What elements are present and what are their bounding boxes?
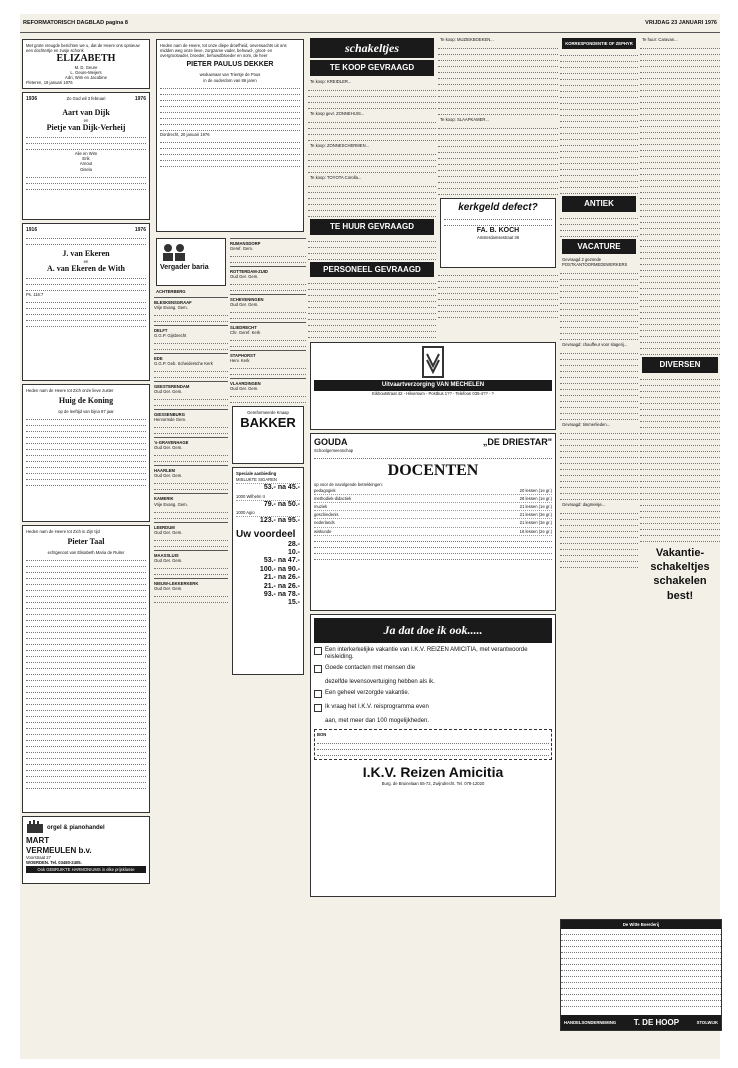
church-name: DELFT — [154, 328, 168, 334]
spec-label: 1000 Agio — [236, 510, 255, 516]
kerk-columns — [154, 235, 306, 678]
church-item — [154, 493, 228, 518]
church-sub: Vrije Evang. Gem. — [154, 501, 188, 507]
anniversary-notice-2 — [22, 223, 150, 381]
handel-label: HANDELSONDERNEMING — [564, 1020, 617, 1025]
amicitia-point — [314, 690, 552, 700]
orgel-name2: VERMEULEN b.v. — [26, 845, 92, 855]
amicitia-point-text: Een interkerkelijke vakantie van I.K.V. REIZEN AMICITIA, met verantwoorde reisleiding. — [325, 646, 528, 660]
diversen-header: DIVERSEN — [642, 357, 718, 373]
anniv-kid-4: Gisela — [80, 166, 92, 172]
anniv-end-year: 1976 — [134, 96, 146, 103]
anniv-name-2: Pietje van Dijk-Verheij — [46, 122, 126, 132]
birth-date: Fleteren, 19 januari 1976 — [26, 80, 73, 86]
schakeltjes-area — [308, 36, 558, 339]
driestar-city: GOUDA — [314, 437, 348, 448]
death2-name: Pieter Taal — [67, 537, 105, 547]
ad-text: Te huur: Caravan... — [642, 37, 678, 42]
death2-intro: Heden nam de Heere tot Zich in Zijn tijd — [26, 529, 100, 535]
church-name: GIESSENBURG — [154, 412, 185, 418]
column-4 — [560, 36, 638, 1056]
anniv2-and: en — [83, 258, 89, 264]
docent-value: 16 lessen (2e gr.) — [519, 528, 552, 534]
church-item — [154, 297, 228, 322]
orgel-name1: MART — [26, 836, 50, 846]
church-item — [154, 465, 228, 490]
church-item — [154, 409, 228, 434]
antiek-header: ANTIEK — [562, 196, 636, 212]
docent-value: 21 lessen (3e gr.) — [519, 520, 552, 526]
church-name: ROTTERDAM-ZUID — [230, 269, 268, 275]
church-sub: Oud Ger. Gem. — [230, 386, 259, 392]
kerkgeld-address: Amsterdamsestraat 36 — [476, 235, 520, 241]
vakantie-schakeltjes-promo: Vakantie- schakeltjes schakelen best! — [650, 546, 710, 602]
church-item — [230, 350, 306, 375]
orgel-cta: Ook GEBRUIKTE HARMONIUMS in elke prijsklasse — [26, 866, 146, 873]
docent-value: 21 lessen (1e gr.) — [519, 504, 552, 510]
church-name: LEERDUM — [154, 524, 175, 530]
death1-intro: Heden nam de Heere tot Zich onze lieve zuster — [26, 388, 114, 394]
church-name: HAARLEM — [154, 468, 175, 474]
kerk-title: ACHTERBERG — [156, 289, 186, 294]
church-sub: G.G.P. Gijsbrecht — [154, 333, 187, 339]
vacature-header: VACATURE — [562, 239, 636, 255]
price-5: 21.- na 26.- — [263, 574, 300, 582]
anniv2-name-1: J. van Ekeren — [62, 249, 110, 259]
price-4: 100.- na 90.- — [259, 565, 300, 573]
dekker-age: in de ouderdom van 86 jaren — [203, 77, 257, 83]
ad-text: Gevraagd: dagmeisje... — [562, 502, 606, 508]
church-sub: G.G.P. Geb. Scheidersche Kerk — [154, 361, 213, 367]
mechelen-ad — [310, 342, 556, 430]
spec-price: 79.- na 50.- — [263, 500, 300, 508]
church-item — [154, 522, 228, 547]
amicitia-point-text: Ik vraag het I.K.V. reisprogramma even — [325, 704, 429, 711]
amicitia-point — [314, 704, 552, 714]
driestar-header — [314, 437, 552, 448]
page-header — [20, 14, 720, 33]
amicitia-address: Burg. de Bruinelaan 55-72, Zwijndrecht. Tel. 078-12020 — [381, 781, 485, 787]
church-sub: Oud Ger. Gem. — [154, 557, 183, 563]
amicitia-title: Ja dat doe ik ook..... — [314, 618, 552, 642]
church-item — [230, 322, 306, 347]
schakeltjes-col-b — [438, 36, 558, 339]
schakeltjes-title: schakeltjes — [310, 38, 434, 58]
church-item — [230, 238, 306, 263]
kerkgeld-ad — [440, 198, 556, 268]
checkbox-icon[interactable] — [314, 665, 322, 675]
ad-text: Te koop: ZONNESCHERMEN... — [310, 143, 370, 149]
church-sub: Oud Ger. Gem. — [154, 445, 183, 451]
coupon-label: BON — [317, 732, 327, 738]
church-sub: Oud Ger. Gem. — [154, 529, 183, 535]
death2-text: echtgenoot van Elisabeth Maria de Ruiter — [47, 549, 125, 555]
ad-text: Gevraagd: chauffeur voor slagerij... — [562, 342, 628, 348]
ad-text: Te koop: SLAAPKAMER... — [440, 117, 489, 123]
price-2: 10.- — [287, 549, 300, 557]
price-8: 15.- — [287, 599, 300, 607]
price-1: 28.- — [287, 540, 300, 548]
church-name: EDE — [154, 356, 163, 362]
spec-price: 53.- na 45.- — [263, 484, 300, 492]
amicitia-points — [314, 647, 552, 726]
amicitia-point-text: aan, met meer dan 100 mogelijkheden. — [325, 718, 430, 725]
column-1 — [20, 36, 152, 1056]
church-sub: Oud Ger. Gem. — [154, 585, 183, 591]
vergader-ad — [156, 238, 226, 286]
vergader-title: Vergader baria — [160, 264, 209, 271]
personeel-header: PERSONEEL GEVRAAGD — [310, 262, 434, 278]
birth-intro: Met grote vreugde berichten we u, dat de Heere ons opnieuw een dochtertje en zusje schonk — [26, 43, 140, 54]
checkbox-icon[interactable] — [314, 647, 322, 657]
handel-name: T. DE HOOP — [633, 1018, 680, 1027]
anniv-kid-1: Alie en Wim — [74, 151, 98, 157]
church-name: MAASSLUIS — [154, 552, 179, 558]
docent-line — [314, 528, 552, 536]
checkbox-icon[interactable] — [314, 690, 322, 700]
spec-item — [236, 476, 300, 484]
anniv-start-year: 1936 — [26, 96, 38, 103]
church-item — [154, 550, 228, 575]
docent-line — [314, 495, 552, 503]
ad-text: Gevraagd 2 gezonde POSTKANTOORMEDEWERKERS — [562, 257, 628, 268]
price-6: 21.- na 26.- — [263, 582, 300, 590]
spec-item — [236, 509, 300, 517]
church-item — [230, 378, 306, 403]
church-name: SCHEVENINGEN — [230, 297, 264, 303]
mechelen-title: Uitvaartverzorging VAN MECHELEN — [314, 380, 552, 391]
driestar-ad — [310, 433, 556, 611]
anniv-kid-3: Arnout — [79, 161, 93, 167]
checkbox-icon[interactable] — [314, 704, 322, 714]
kerkgeld-company: FA. B. KOCH — [476, 227, 520, 235]
church-sub: Oud Ger. Gem. — [154, 473, 183, 479]
docent-subject: pedagogiek — [314, 488, 336, 494]
kerk-col-left — [154, 235, 228, 678]
ad-text: Te koop gevr. ZONNEHUIS... — [310, 111, 365, 117]
anniv2-psalm: Ps. 116:7 — [26, 292, 44, 298]
witte-boerderij-ad — [560, 919, 722, 1031]
organ-icon — [26, 820, 44, 836]
church-item — [230, 294, 306, 319]
docent-line — [314, 503, 552, 511]
anniversary-notice — [22, 92, 150, 220]
dekker-intro: Heden nam de Heere, tot onze diepe droefheid, onverwachts uit ons midden weg onze lieve, zorgzame vader, behuwd-, groot- en overgrootvader, broeder, behuwdbroeder en oom, de heer — [160, 43, 287, 59]
te-koop-header: TE KOOP GEVRAAGD — [310, 60, 434, 76]
spec-price: 123.- na 95.- — [259, 517, 300, 525]
church-sub: Herv. Kerk — [230, 358, 250, 364]
church-item — [154, 353, 228, 378]
docent-subject: geschiedenis — [314, 512, 339, 518]
dekker-place: Dordrecht, 20 januari 1976 — [160, 131, 210, 137]
paper-title: REFORMATORISCH DAGBLAD pagina 8 — [23, 20, 128, 26]
orgel-ad — [22, 816, 150, 884]
church-name: RUMANSDORP — [230, 241, 261, 246]
anniv-and: en — [83, 117, 89, 123]
church-name: GEESTERENDAM — [154, 384, 190, 390]
death-notice-dekker — [156, 39, 304, 232]
church-sub: Oud Ger. Gem. — [154, 389, 183, 395]
kerk-col-right — [230, 235, 306, 678]
amicitia-point — [314, 665, 552, 675]
docent-line — [314, 487, 552, 495]
column-2 — [154, 36, 306, 1056]
witte-boerderij-title: De Witte Boerderij — [561, 920, 721, 929]
orgel-header — [26, 820, 146, 836]
amicitia-coupon[interactable] — [314, 729, 552, 760]
docent-subject: muziek — [314, 504, 328, 510]
spec-label: 1000 Wilhelm II — [236, 493, 265, 499]
church-name: NIEUW-LEKKERKERK — [154, 580, 199, 586]
schakeltjes-col-a — [308, 36, 436, 339]
church-sub: Vrije Evang. Gem. — [154, 305, 188, 311]
driestar-sub: Schoolgemeenschap — [314, 448, 354, 454]
newspaper-page — [20, 14, 720, 1059]
birth-parent-1: M. D. Geure — [74, 65, 98, 71]
amicitia-point-text: dezelfde levensovertuiging hebben als ik. — [325, 679, 435, 686]
docent-subject: methodiek-didactiek — [314, 496, 352, 502]
church-item — [154, 325, 228, 350]
birth-parent-2: L. Geure-Meijers — [70, 70, 102, 76]
dekker-widow: weduwnaar van Trientje de Pous — [199, 72, 261, 78]
docent-subject: wiskunde — [314, 528, 332, 534]
docent-value: 21 lessen (3e gr.) — [519, 512, 552, 518]
church-sub: Geref. Gem. — [230, 246, 254, 252]
church-sub: Oud Ger. Gem. — [230, 274, 259, 280]
birth-notice — [22, 39, 150, 89]
docent-line — [314, 519, 552, 527]
ad-text: Gevraagd: timmerlieden... — [562, 422, 611, 428]
death-notice-1 — [22, 384, 150, 522]
church-list — [154, 297, 228, 603]
death1-age: op de leeftijd van bijna 87 jaar — [58, 408, 114, 414]
docent-value: 28 lessen (1e gr.) — [519, 496, 552, 502]
ad-text: Te koop: KREIDLER... — [310, 78, 352, 84]
birth-siblings: Adri, Wim en Jacobine — [65, 75, 107, 81]
amicitia-point-text: Goede contacten met mensen die — [325, 665, 416, 672]
spec-item — [236, 493, 300, 501]
mechelen-address: Eikhoutstraat 42 - Hilversum - Postbus 1?? - Telefoon 035-4?? - ? — [372, 391, 494, 397]
column-3 — [308, 36, 558, 1056]
orgel-addr: Voorstraat 27 — [26, 855, 51, 861]
amicitia-ad — [310, 614, 556, 897]
anniv-name-1: Aart van Dijk — [62, 108, 110, 118]
dekker-name: PIETER PAULUS DEKKER — [186, 61, 274, 69]
anniv-kid-2: Erik — [82, 156, 90, 162]
church-name: KAMERIK — [154, 496, 174, 502]
church-sub: Oud Ger. Gem. — [230, 302, 259, 308]
church-item — [154, 437, 228, 462]
amicitia-point — [314, 647, 552, 661]
docenten-title: DOCENTEN — [387, 462, 479, 480]
anniv2-name-2: A. van Ekeren de With — [46, 263, 125, 273]
docent-value: 20 lessen (1e gr.) — [519, 488, 552, 494]
anniv2-years — [26, 227, 146, 233]
docenten-sub: op voor de navolgende betrekkingen: — [314, 482, 383, 488]
special-title: Speciale aanbieding — [236, 471, 277, 477]
anniv-years — [26, 96, 146, 102]
people-icon — [160, 242, 190, 264]
mechelen-logo-icon — [422, 346, 444, 380]
sigaren-ad — [232, 467, 304, 675]
ad-text: Te koop: TOYOTA Corolla... — [310, 175, 362, 181]
bakker-name: BAKKER — [240, 415, 296, 431]
orgel-line1: orgel & pianohandel — [47, 824, 105, 831]
amicitia-point-text: Een geheel verzorgde vakantie. — [325, 690, 410, 697]
te-huur-header: TE HUUR GEVRAAGD — [310, 219, 434, 235]
handel-banner — [561, 1015, 721, 1030]
anniv-mid: Zo God wil 3 februari — [66, 96, 106, 102]
death-notice-2 — [22, 525, 150, 813]
church-item — [154, 381, 228, 406]
docent-subject: nederlands — [314, 520, 335, 526]
church-item — [154, 578, 228, 603]
handel-place: STOLWIJK — [696, 1020, 718, 1025]
orgel-city: WOERDEN. Tel. 03480-2405. — [26, 860, 82, 866]
bakker-line: Gereformeerde Knaap — [247, 410, 289, 416]
death1-name: Huig de Koning — [58, 396, 114, 406]
ad-text: Te koop: MUZIEKBOEKEN... — [440, 37, 494, 42]
bakker-ad — [232, 406, 304, 464]
church-name: BLESKENSGRAAF — [154, 300, 192, 306]
anniv2-start: 1916 — [26, 227, 38, 234]
price-3: 53.- na 47.- — [263, 557, 300, 565]
church-name: 's-GRAVENHAGE — [154, 440, 189, 446]
church-name: SLIEDRECHT — [230, 325, 257, 331]
church-item — [230, 266, 306, 291]
column-5 — [640, 36, 720, 1056]
spec-label: MISLUKTE SIGAREN — [236, 477, 277, 483]
church-sub: Chr. Geref. Kerk — [230, 330, 261, 336]
amicitia-brand: I.K.V. Reizen Amicitia — [362, 764, 504, 781]
voordeel-title: Uw voordeel — [236, 528, 296, 540]
kerkgeld-title: kerkgeld defect? — [458, 202, 538, 214]
church-name: VLAARDINGEN — [230, 381, 261, 387]
anniv2-end: 1976 — [134, 227, 146, 234]
korrespondentie-header: KORRESPONDENTIE OF ZEPHYR — [562, 38, 636, 49]
birth-name: ELIZABETH — [56, 53, 116, 65]
price-7: 93.- na 78.- — [263, 591, 300, 599]
church-name: STAPHORST — [230, 353, 256, 359]
docent-line — [314, 511, 552, 519]
church-sub: Hervormde Gem. — [154, 417, 187, 423]
paper-date: VRIJDAG 23 JANUARI 1976 — [645, 20, 717, 26]
driestar-name: „DE DRIESTAR" — [482, 437, 552, 448]
